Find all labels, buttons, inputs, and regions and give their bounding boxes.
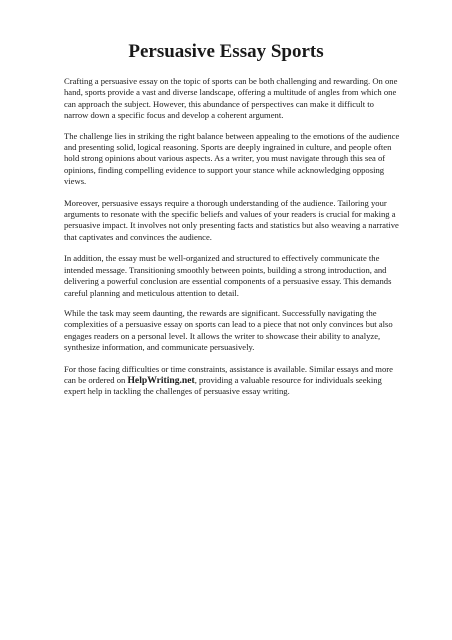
document-body [64, 76, 400, 408]
helpwriting-link[interactable]: HelpWriting.net [127, 374, 195, 386]
document-title: Persuasive Essay Sports [128, 41, 324, 62]
paragraph-1: Crafting a persuasive essay on the topic of sports can be both challenging and rewarding. On one hand, sports provide a vast and diverse landscape, offering a multitude of angles from which one can approach the subject. However, this abundance of perspectives can make it difficult to narrow down a specific focus and develop a coherent argument. [64, 76, 398, 121]
paragraph-5: While the task may seem daunting, the rewards are significant. Successfully navigating the complexities of a persuasive essay on sports can lead to a piece that not only convinces but also engages readers on a personal level. It allows the writer to showcase their ability to analyze, synthesize information, and communicate persuasively. [64, 307, 393, 353]
paragraph-3: Moreover, persuasive essays require a thorough understanding of the audience. Tailoring your arguments to resonate with the specific beliefs and values of your readers is crucial for making a persuasive impact. It involves not only presenting facts and statistics but also weaving a narrative that captivates and convinces the audience. [64, 197, 399, 242]
closing-text-before: For those facing difficulties or time constraints, assistance is available. Similar essays and more can be ordered on [64, 363, 393, 385]
paragraph-2: The challenge lies in striking the right balance between appealing to the emotions of the audience and presenting solid, logical reasoning. Sports are deeply ingrained in culture, and people often hold strong opinions about various aspects. As a writer, you must navigate through this sea of opinions, finding compelling evidence to support your stance while acknowledging opposing views. [64, 130, 400, 187]
paragraph-4: In addition, the essay must be well-organized and structured to effectively communicate the intended message. Transitioning smoothly between points, building a strong introduction, and delivering a powerful conclusion are essential components of a persuasive essay. This demands careful planning and meticulous attention to detail. [64, 253, 392, 298]
closing-text-after: , providing a valuable resource for individuals seeking expert help in tackling the challenges of persuasive essay writing. [64, 374, 382, 397]
paragraph-closing [64, 364, 400, 398]
